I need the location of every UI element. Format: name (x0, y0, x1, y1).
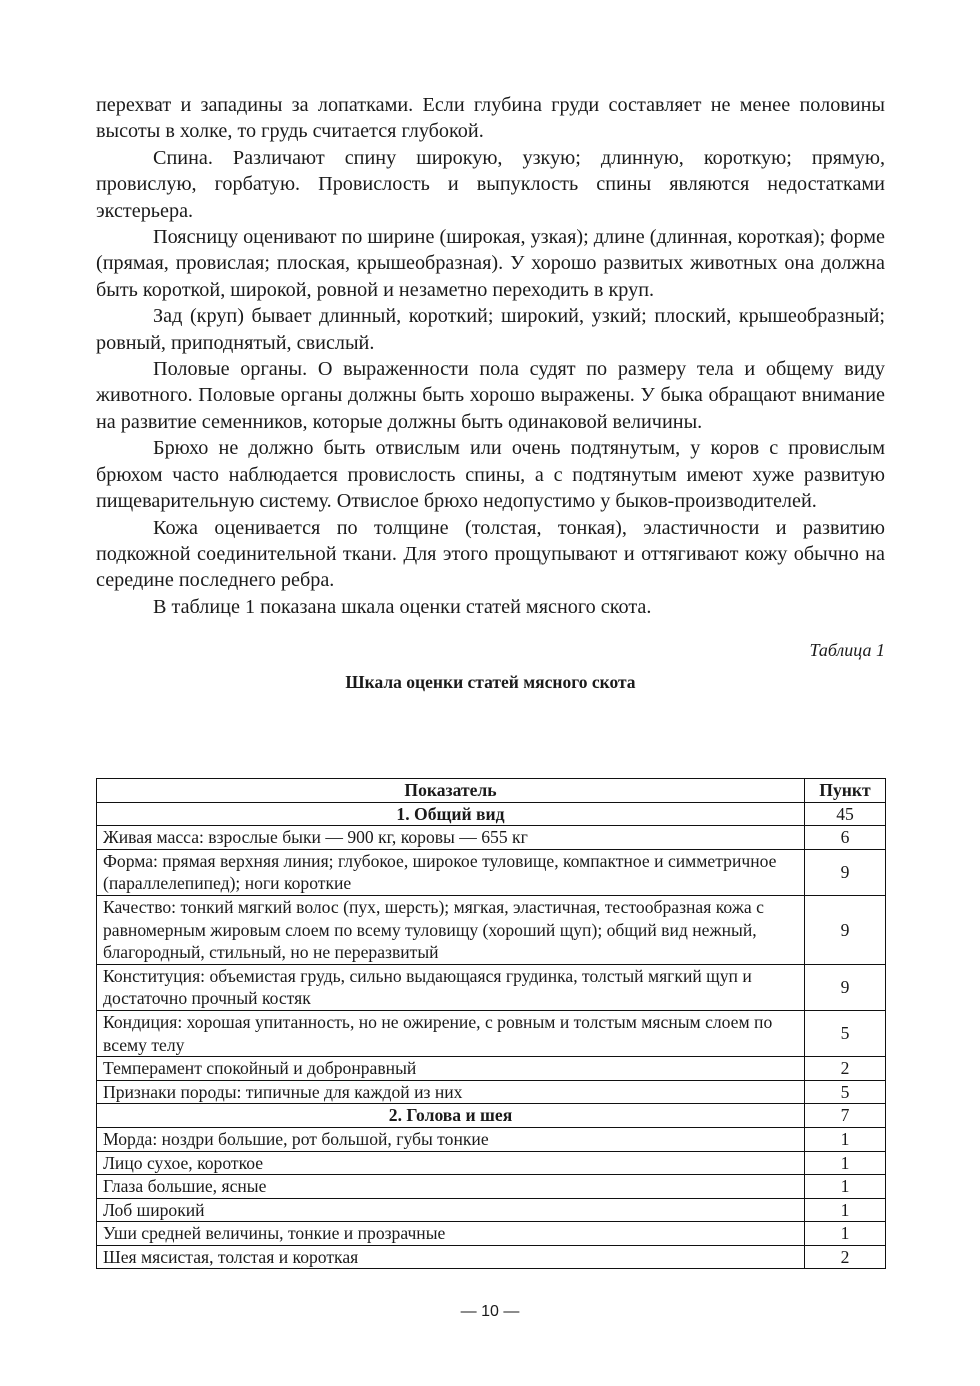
table-row (97, 1010, 886, 1056)
scoring-table (96, 778, 886, 1269)
table-row (97, 895, 886, 964)
column-header-indicator: Показатель (97, 779, 805, 803)
points-cell: 5 (805, 1010, 886, 1056)
paragraph: перехват и западины за лопатками. Если глубина груди составляет не менее половины высоты в холке, то грудь считается глубокой. (96, 94, 885, 143)
paragraph: Половые органы. О выраженности пола судят по размеру тела и общему виду животного. Половые органы должны быть хорошо выражены. У быка обращают внимание на развитие семенников, которые должны быть одинаковой величины. (96, 358, 885, 433)
indicator-cell: 1. Общий вид (97, 802, 805, 826)
table-section-row (97, 1104, 886, 1128)
table-row (97, 826, 886, 850)
points-cell: 1 (805, 1151, 886, 1175)
points-cell: 7 (805, 1104, 886, 1128)
paragraph: Поясницу оценивают по ширине (широкая, узкая); длине (длинная, короткая); форме (прямая, провислая; плоская, крышеобразная). У хорошо развитых животных она должна быть короткой, широкой, ровной и незаметно переходить в круп. (96, 226, 885, 301)
table-row (97, 849, 886, 895)
table-row (97, 1175, 886, 1199)
points-cell: 5 (805, 1080, 886, 1104)
table-title: Шкала оценки статей мясного скота (345, 672, 636, 693)
paragraph: Кожа оценивается по толщине (толстая, тонкая), эластичности и развитию подкожной соединительной ткани. Для этого прощупывают и оттягивают кожу обычно на середине последнего ребра. (96, 516, 885, 592)
indicator-cell: Кондиция: хорошая упитанность, но не ожирение, с ровным и толстым мясным слоем по всему телу (97, 1010, 805, 1056)
table-row (97, 1057, 886, 1081)
indicator-cell: 2. Голова и шея (97, 1104, 805, 1128)
points-cell: 1 (805, 1222, 886, 1246)
indicator-cell: Форма: прямая верхняя линия; глубокое, широкое туловище, компактное и симметричное (параллелепипед); ноги короткие (97, 849, 805, 895)
points-cell: 1 (805, 1127, 886, 1151)
indicator-cell: Конституция: объемистая грудь, сильно выдающаяся грудинка, толстый мягкий щуп и достаточно прочный костяк (97, 964, 805, 1010)
table-label: Таблица 1 (809, 640, 885, 661)
table-row (97, 964, 886, 1010)
indicator-cell: Живая масса: взрослые быки — 900 кг, коровы — 655 кг (97, 826, 805, 850)
table-section-row (97, 802, 886, 826)
indicator-cell: Глаза большие, ясные (97, 1175, 805, 1199)
table-row (97, 1151, 886, 1175)
indicator-cell: Качество: тонкий мягкий волос (пух, шерсть); мягкая, эластичная, тестообразная кожа с равномерным жировым слоем по всему туловищу (хороший щуп); общий вид нежный, благородный, стильный, но не переразвитый (97, 895, 805, 964)
paragraph: Зад (круп) бывает длинный, короткий; широкий, узкий; плоский, крышеобразный; ровный, приподнятый, свислый. (96, 305, 885, 354)
indicator-cell: Морда: ноздри большие, рот большой, губы тонкие (97, 1127, 805, 1151)
page-number: — 10 — (460, 1303, 520, 1320)
paragraph: В таблице 1 показана шкала оценки статей мясного скота. (153, 595, 652, 618)
points-cell: 2 (805, 1245, 886, 1269)
table-header-row (97, 779, 886, 803)
column-header-points: Пункт (805, 779, 886, 803)
points-cell: 45 (805, 802, 886, 826)
table-row (97, 1127, 886, 1151)
points-cell: 9 (805, 895, 886, 964)
table-body (97, 802, 886, 1269)
page-content (96, 92, 885, 698)
body-text (96, 92, 885, 620)
table-row (97, 1198, 886, 1222)
points-cell: 9 (805, 849, 886, 895)
paragraph: Спина. Различают спину широкую, узкую; длинную, короткую; прямую, провислую, горбатую. Провислость и выпуклость спины являются недостатками экстерьера. (96, 146, 885, 222)
points-cell: 1 (805, 1198, 886, 1222)
points-cell: 9 (805, 964, 886, 1010)
points-cell: 6 (805, 826, 886, 850)
indicator-cell: Уши средней величины, тонкие и прозрачные (97, 1222, 805, 1246)
points-cell: 1 (805, 1175, 886, 1199)
table-row (97, 1245, 886, 1269)
indicator-cell: Лоб широкий (97, 1198, 805, 1222)
table-row (97, 1080, 886, 1104)
points-cell: 2 (805, 1057, 886, 1081)
paragraph: Брюхо не должно быть отвислым или очень подтянутым, у коров с провислым брюхом часто наблюдается провислость спины, а с подтянутым имеют хуже развитую пищеварительную систему. Отвислое брюхо недопустимо у быков-производителей. (96, 437, 885, 513)
table-row (97, 1222, 886, 1246)
indicator-cell: Шея мясистая, толстая и короткая (97, 1245, 805, 1269)
indicator-cell: Признаки породы: типичные для каждой из них (97, 1080, 805, 1104)
indicator-cell: Лицо сухое, короткое (97, 1151, 805, 1175)
indicator-cell: Темперамент спокойный и добронравный (97, 1057, 805, 1081)
